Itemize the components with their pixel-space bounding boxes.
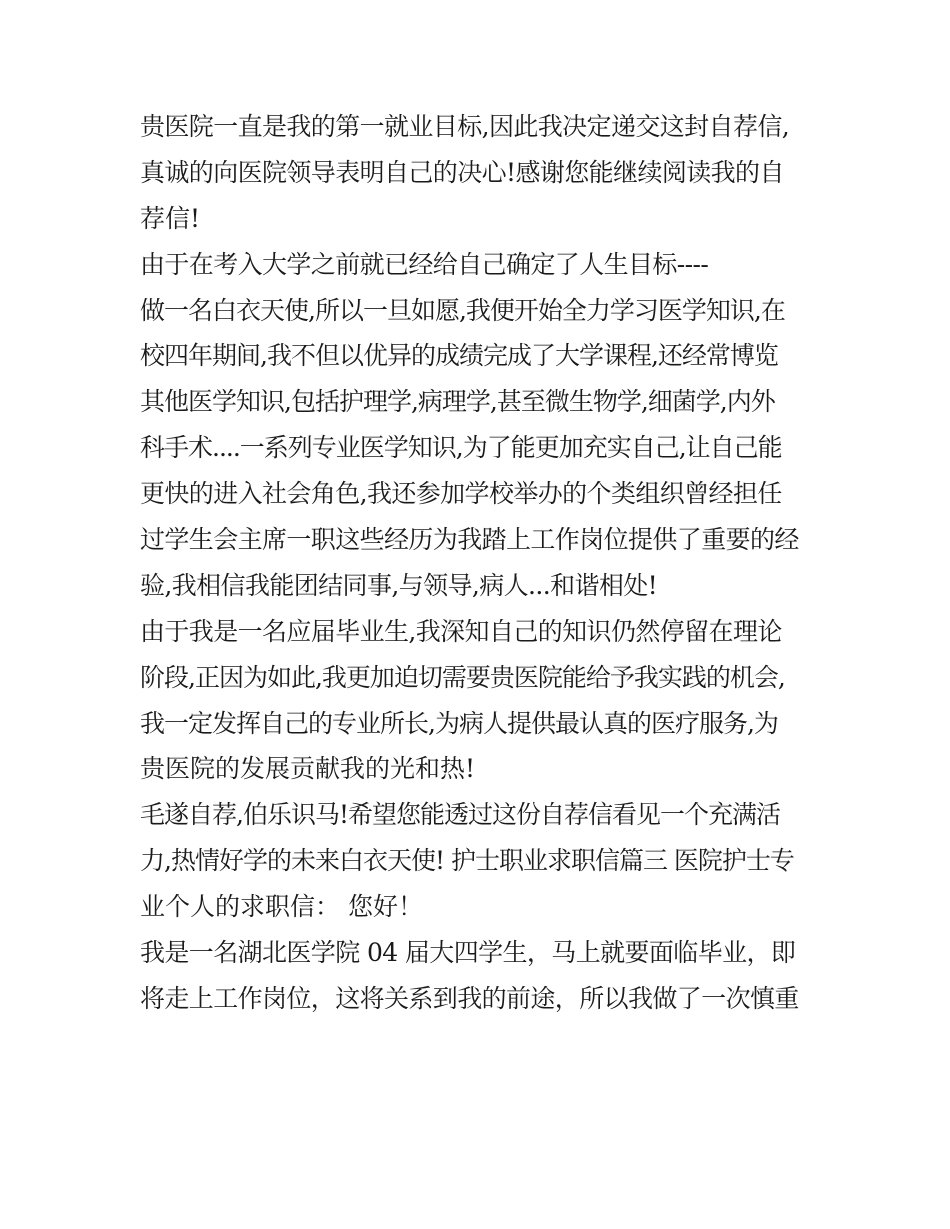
- text-line-10: 过学生会主席一职这些经历为我踏上工作岗位提供了重要的经: [140, 525, 799, 555]
- text-line-4: 由于在考入大学之前就已经给自己确定了人生目标----: [140, 249, 709, 279]
- text-line-16: 毛遂自荐,伯乐识马!希望您能透过这份自荐信看见一个充满活: [140, 800, 780, 830]
- letter-body: [140, 104, 820, 1022]
- text-line-12: 由于我是一名应届毕业生,我深知自己的知识仍然停留在理论: [140, 616, 782, 646]
- text-line-3: 荐信!: [140, 203, 201, 233]
- text-line-15: 贵医院的发展贡献我的光和热!: [140, 754, 476, 784]
- text-line-13: 阶段,正因为如此,我更加迫切需要贵医院能给予我实践的机会,: [140, 662, 785, 692]
- text-line-6: 校四年期间,我不但以优异的成绩完成了大学课程,还经常博览: [140, 341, 778, 371]
- text-line-17: 力,热情好学的未来白衣天使! 护士职业求职信篇三 医院护士专: [140, 846, 794, 876]
- text-line-2: 真诚的向医院领导表明自己的决心!感谢您能继续阅读我的自: [140, 157, 784, 187]
- text-line-19: 我是一名湖北医学院 04 届大四学生，马上就要面临毕业，即: [140, 938, 796, 968]
- text-line-9: 更快的进入社会角色,我还参加学校举办的个类组织曾经担任: [140, 479, 782, 509]
- text-line-20: 将走上工作岗位，这将关系到我的前途，所以我做了一次慎重: [140, 983, 799, 1013]
- text-line-7: 其他医学知识,包括护理学,病理学,甚至微生物学,细菌学,内外: [140, 387, 775, 417]
- text-line-18: 业个人的求职信： 您好！: [140, 892, 423, 922]
- text-line-11: 验,我相信我能团结同事,与领导,病人...和谐相处!: [140, 570, 658, 600]
- text-line-5: 做一名白衣天使,所以一旦如愿,我便开始全力学习医学知识,在: [140, 295, 785, 325]
- text-line-14: 我一定发挥自己的专业所长,为病人提供最认真的医疗服务,为: [140, 708, 778, 738]
- text-line-1: 贵医院一直是我的第一就业目标,因此我决定递交这封自荐信,: [140, 112, 790, 141]
- text-line-8: 科手术....一系列专业医学知识,为了能更加充实自己,让自己能: [140, 433, 782, 463]
